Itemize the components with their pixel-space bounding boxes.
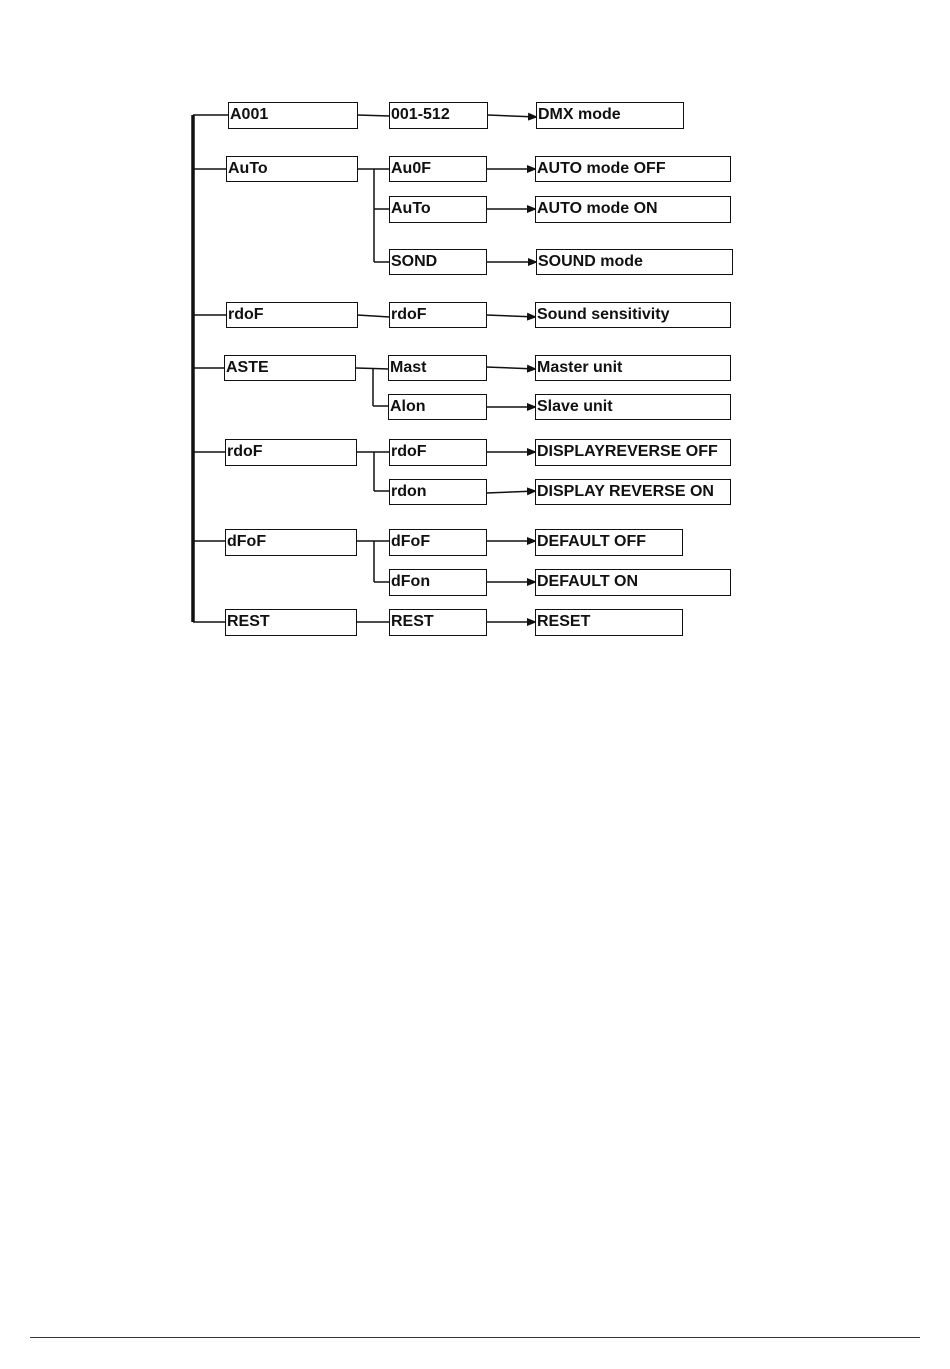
submenu-node-rdof: rdoF [389, 302, 487, 328]
footer-divider [30, 1337, 920, 1338]
submenu-node-alon: Alon [388, 394, 487, 420]
submenu-node-rdof-display: rdoF [389, 439, 487, 466]
function-slave-unit: Slave unit [535, 394, 731, 420]
function-default-on: DEFAULT ON [535, 569, 731, 596]
menu-node-rdof-display: rdoF [225, 439, 357, 466]
submenu-node-auto: AuTo [389, 196, 487, 223]
submenu-node-001-512: 001-512 [389, 102, 488, 129]
function-display-reverse-on: DISPLAY REVERSE ON [535, 479, 731, 505]
submenu-node-sond: SOND [389, 249, 487, 275]
function-display-reverse-off: DISPLAYREVERSE OFF [535, 439, 731, 466]
submenu-node-au0f: Au0F [389, 156, 487, 182]
function-reset: RESET [535, 609, 683, 636]
menu-node-dfof: dFoF [225, 529, 357, 556]
submenu-node-rdon: rdon [389, 479, 487, 505]
function-sound-sensitivity: Sound sensitivity [535, 302, 731, 328]
menu-node-aste: ASTE [224, 355, 356, 381]
menu-node-rest: REST [225, 609, 357, 636]
function-dmx-mode: DMX mode [536, 102, 684, 129]
function-auto-mode-off: AUTO mode OFF [535, 156, 731, 182]
submenu-node-mast: Mast [388, 355, 487, 381]
submenu-node-dfof: dFoF [389, 529, 487, 556]
submenu-node-dfon: dFon [389, 569, 487, 596]
function-sound-mode: SOUND mode [536, 249, 733, 275]
menu-node-auto: AuTo [226, 156, 358, 182]
submenu-node-rest: REST [389, 609, 487, 636]
function-master-unit: Master unit [535, 355, 731, 381]
function-auto-mode-on: AUTO mode ON [535, 196, 731, 223]
menu-node-rdof: rdoF [226, 302, 358, 328]
function-default-off: DEFAULT OFF [535, 529, 683, 556]
menu-node-a001: A001 [228, 102, 358, 129]
